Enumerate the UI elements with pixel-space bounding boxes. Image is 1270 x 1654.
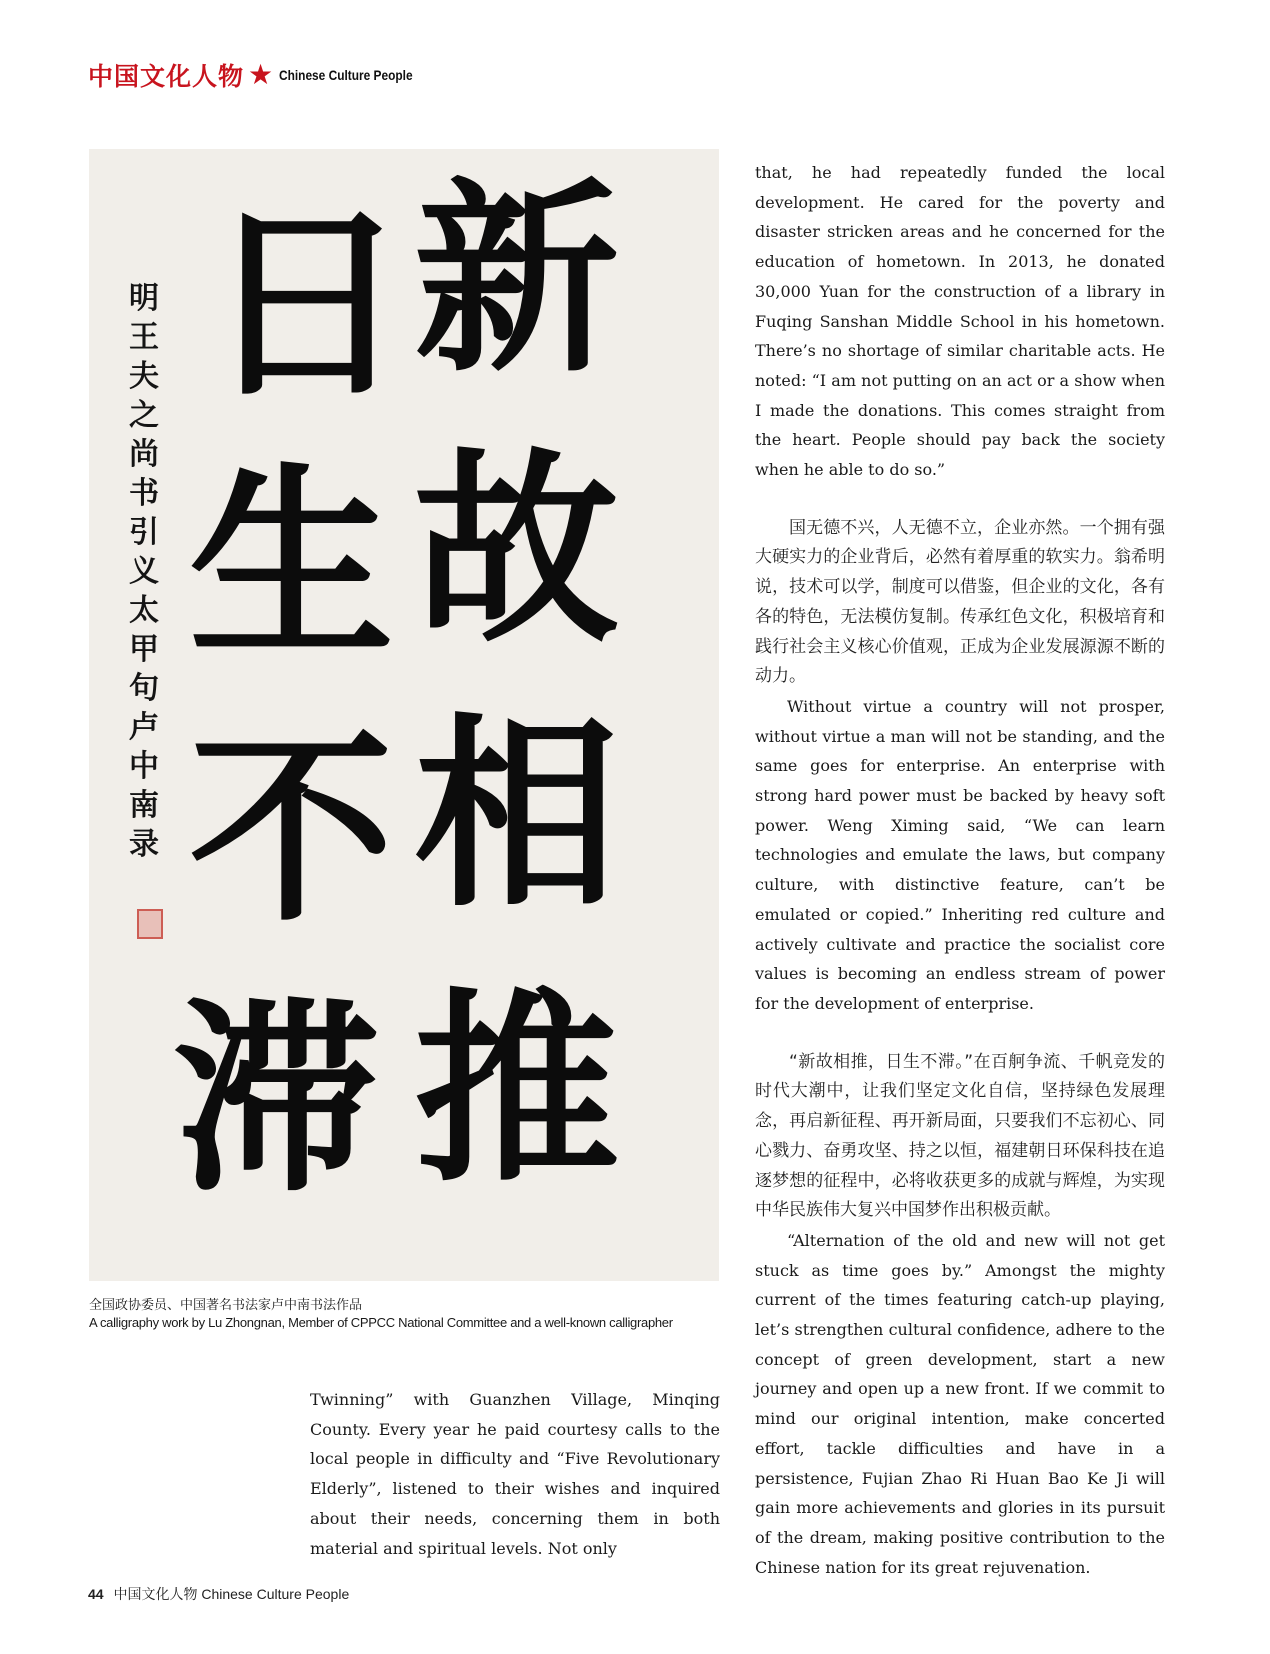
page-number: 44 [88, 1586, 104, 1602]
right-column [755, 158, 1165, 1582]
footer-label: 中国文化人物 Chinese Culture People [113, 1586, 350, 1602]
caption-en: A calligraphy work by Lu Zhongnan, Member of CPPCC National Committee and a well-known calligrapher [89, 1315, 673, 1330]
body-paragraph: that, he had repeatedly funded the local development. He cared for the poverty and disaster stricken areas and he concerned for the education of hometown. In 2013, he donated 30,000 Yuan for the construction of a library in Fuqing Sanshan Middle School in his hometown. There’s no shortage of similar charitable acts. He noted: “I am not putting on an act or a show when I made the donations. This comes straight from the heart. People should pay back the society when he able to do so.” [755, 163, 1165, 480]
body-paragraph: Twinning” with Guanzhen Village, Minqing County. Every year he paid courtesy calls to the local people in difficulty and “Five Revolutionary Elderly”, listened to their wishes and inquired about their needs, concerning them in both material and spiritual levels. Not only [310, 1390, 720, 1558]
calligraphy-char: 推 [414, 972, 619, 1210]
calligraphy-char: 滞 [174, 982, 379, 1220]
calligraphy-char: 新 [414, 162, 619, 400]
seal-stamp [137, 909, 163, 939]
artwork-caption [89, 1296, 729, 1332]
body-paragraph-cn: 国无德不兴，人无德不立，企业亦然。一个拥有强大硬实力的企业背后，必然有着厚重的软实力。翁希明说，技术可以学，制度可以借鉴，但企业的文化，各有各的特色，无法模仿复制。传承红色文化，积极培育和践行社会主义核心价值观，正成为企业发展源源不断的动力。 [755, 517, 1165, 687]
calligraphy-char: 日 [204, 187, 409, 425]
calligraphy-char: 相 [414, 697, 619, 935]
calligraphy-char: 不 [189, 712, 394, 950]
calligraphy-char: 故 [414, 432, 619, 670]
page-footer [88, 1584, 349, 1604]
body-paragraph: Without virtue a country will not prosper, without virtue a man will not be standing, and the same goes for enterprise. An enterprise with strong hard power must be backed by heavy soft power. Weng Ximing said, “We can learn technologies and emulate the laws, but company culture, with distinctive feature, can’t be emulated or copied.” Inheriting red culture and actively cultivate and practice the socialist core values is becoming an endless stream of power for the development of enterprise. [755, 696, 1165, 1013]
caption-cn: 全国政协委员、中国著名书法家卢中南书法作品 [89, 1297, 363, 1312]
artwork-inscription: 明王夫之尚书引义太甲句 卢中南录 [129, 281, 159, 862]
body-paragraph-cn: “新故相推，日生不滞。”在百舸争流、千帆竞发的时代大潮中，让我们坚定文化自信，坚持绿色发展理念，再启新征程、再开新局面，只要我们不忘初心、同心戮力、奋勇攻坚、持之以恒，福建朝日环保科技在追逐梦想的征程中，必将收获更多的成就与辉煌，为实现中华民族伟大复兴中国梦作出积极贡献。 [755, 1051, 1165, 1221]
brand-title-cn: 中国文化人物 [88, 62, 245, 91]
body-paragraph: “Alternation of the old and new will not get stuck as time goes by.” Amongst the mighty current of the times featuring catch-up playing, let’s strengthen cultural confidence, adhere to the concept of green development, start a new journey and open up a new front. If we commit to mind our original intention, make concerted effort, tackle difficulties and have in a persistence, Fujian Zhao Ri Huan Bao Ke Ji will gain more achievements and glories in its pursuit of the dream, making positive contribution to the Chinese nation for its great rejuvenation. [755, 1230, 1165, 1577]
calligraphy-char: 生 [189, 447, 394, 685]
page-header [88, 55, 436, 95]
left-column [310, 1385, 720, 1563]
star-icon: ★ [248, 58, 274, 91]
calligraphy-artwork [89, 149, 719, 1281]
brand-title-en: Chinese Culture People [279, 67, 413, 83]
